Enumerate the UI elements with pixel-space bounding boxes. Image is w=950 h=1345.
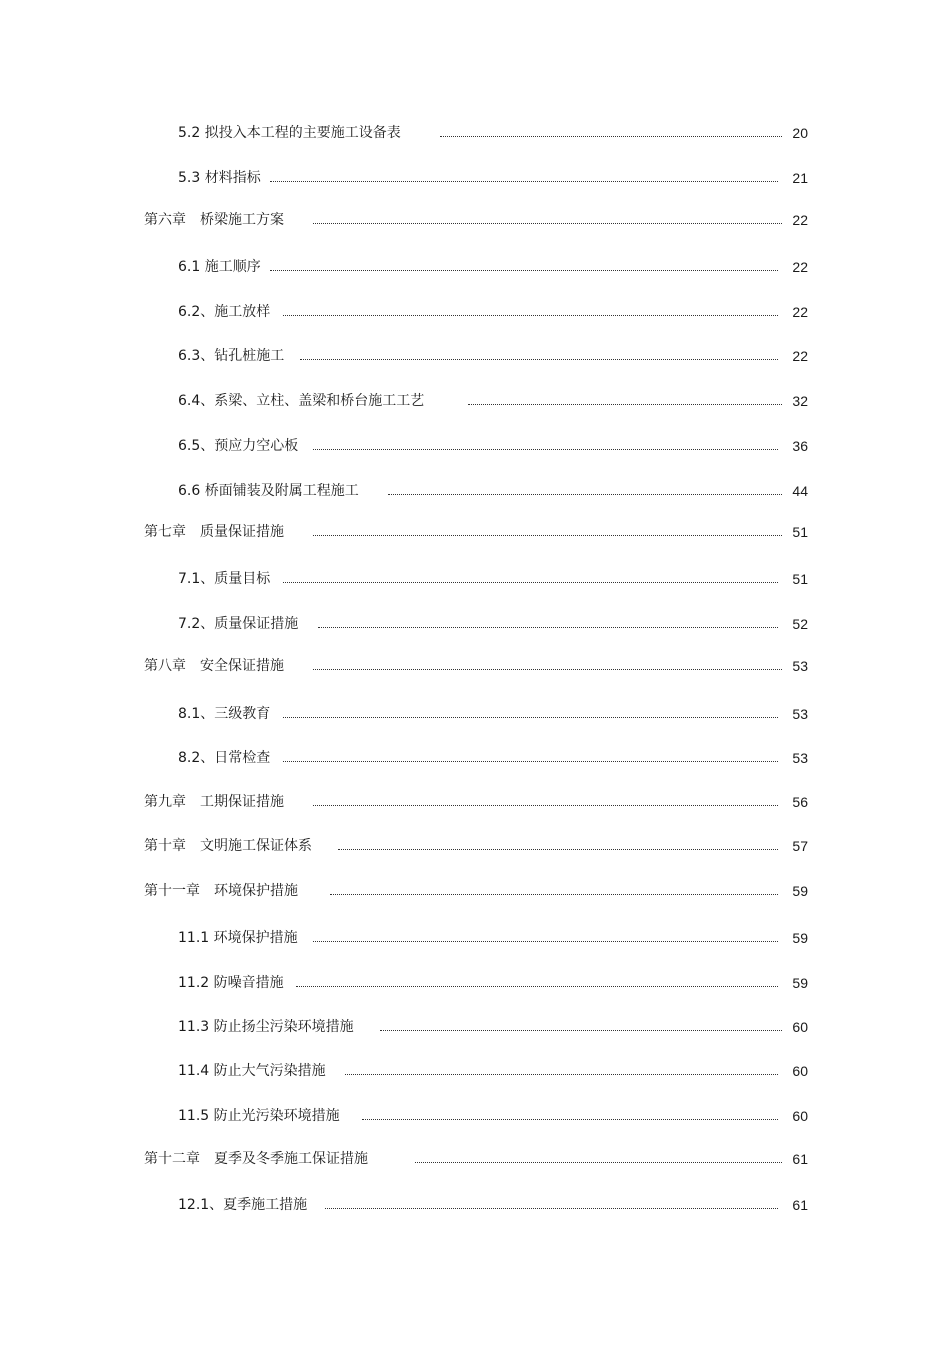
toc-entry[interactable]: [0, 1060, 950, 1082]
toc-entry[interactable]: [0, 613, 950, 635]
toc-page-number: 59: [792, 883, 808, 899]
toc-dot-leader: [440, 136, 782, 137]
toc-entry[interactable]: [0, 301, 950, 323]
toc-entry[interactable]: [0, 480, 950, 502]
toc-entry[interactable]: [0, 703, 950, 725]
toc-entry-label: 11.3 防止扬尘污染环境措施: [178, 1019, 354, 1035]
toc-entry-label: 11.2 防噪音措施: [178, 975, 284, 991]
toc-entry-label: 第十二章 夏季及冬季施工保证措施: [144, 1151, 368, 1167]
toc-page-number: 22: [792, 304, 808, 320]
toc-page-number: 53: [792, 750, 808, 766]
toc-entry-label: 第七章 质量保证措施: [144, 524, 284, 540]
toc-entry-label: 12.1、夏季施工措施: [178, 1197, 308, 1213]
toc-entry-label: 7.1、质量目标: [178, 571, 271, 587]
toc-chapter-entry[interactable]: [0, 521, 950, 543]
toc-entry[interactable]: [0, 747, 950, 769]
toc-entry-label: 5.3 材料指标: [178, 170, 261, 186]
toc-page-number: 20: [792, 125, 808, 141]
toc-dot-leader: [388, 494, 782, 495]
toc-dot-leader: [362, 1119, 778, 1120]
toc-entry-label: 6.3、钻孔桩施工: [178, 348, 285, 364]
toc-entry-label: 6.5、预应力空心板: [178, 438, 299, 454]
toc-dot-leader: [313, 941, 778, 942]
toc-page-number: 22: [792, 212, 808, 228]
toc-entry[interactable]: [0, 1194, 950, 1216]
toc-chapter-entry[interactable]: [0, 880, 950, 902]
toc-page-number: 60: [792, 1019, 808, 1035]
toc-dot-leader: [415, 1162, 782, 1163]
toc-dot-leader: [283, 717, 778, 718]
toc-page-number: 53: [792, 658, 808, 674]
toc-entry-label: 5.2 拟投入本工程的主要施工设备表: [178, 125, 401, 141]
toc-dot-leader: [313, 805, 778, 806]
toc-entry-label: 11.5 防止光污染环境措施: [178, 1108, 340, 1124]
toc-entry-label: 11.4 防止大气污染措施: [178, 1063, 326, 1079]
toc-page-number: 22: [792, 348, 808, 364]
toc-page-number: 61: [792, 1151, 808, 1167]
toc-entry-label: 6.2、施工放样: [178, 304, 271, 320]
toc-dot-leader: [270, 181, 778, 182]
toc-dot-leader: [283, 315, 778, 316]
toc-page-number: 36: [792, 438, 808, 454]
toc-entry-label: 第十一章 环境保护措施: [144, 883, 298, 899]
toc-page-number: 51: [792, 524, 808, 540]
toc-entry-label: 11.1 环境保护措施: [178, 930, 298, 946]
toc-entry-label: 8.1、三级教育: [178, 706, 271, 722]
toc-entry[interactable]: [0, 1105, 950, 1127]
toc-entry-label: 第八章 安全保证措施: [144, 658, 284, 674]
toc-page-number: 21: [792, 170, 808, 186]
toc-dot-leader: [283, 761, 778, 762]
toc-entry-label: 第六章 桥梁施工方案: [144, 212, 284, 228]
toc-entry[interactable]: [0, 568, 950, 590]
toc-dot-leader: [313, 223, 782, 224]
toc-entry[interactable]: [0, 256, 950, 278]
toc-page-number: 51: [792, 571, 808, 587]
toc-dot-leader: [468, 404, 782, 405]
toc-chapter-entry[interactable]: [0, 655, 950, 677]
toc-dot-leader: [313, 535, 782, 536]
toc-page-number: 53: [792, 706, 808, 722]
toc-dot-leader: [313, 449, 778, 450]
toc-entry-label: 第十章 文明施工保证体系: [144, 838, 312, 854]
toc-page-number: 22: [792, 259, 808, 275]
toc-entry[interactable]: [0, 122, 950, 144]
toc-dot-leader: [296, 986, 778, 987]
toc-dot-leader: [300, 359, 778, 360]
toc-dot-leader: [345, 1074, 778, 1075]
toc-page-number: 56: [792, 794, 808, 810]
toc-dot-leader: [338, 849, 778, 850]
toc-entry-label: 6.1 施工顺序: [178, 259, 261, 275]
toc-page-number: 60: [792, 1063, 808, 1079]
toc-dot-leader: [270, 270, 778, 271]
toc-entry[interactable]: [0, 972, 950, 994]
toc-page-number: 59: [792, 930, 808, 946]
toc-chapter-entry[interactable]: [0, 835, 950, 857]
toc-chapter-entry[interactable]: [0, 791, 950, 813]
toc-page-number: 59: [792, 975, 808, 991]
toc-dot-leader: [380, 1030, 782, 1031]
toc-page-number: 61: [792, 1197, 808, 1213]
toc-dot-leader: [318, 627, 778, 628]
toc-entry[interactable]: [0, 167, 950, 189]
toc-page-number: 44: [792, 483, 808, 499]
toc-dot-leader: [330, 894, 778, 895]
toc-chapter-entry[interactable]: [0, 209, 950, 231]
toc-entry-label: 7.2、质量保证措施: [178, 616, 299, 632]
toc-dot-leader: [283, 582, 778, 583]
toc-entry-label: 6.4、系梁、立柱、盖梁和桥台施工工艺: [178, 393, 425, 409]
toc-entry[interactable]: [0, 1016, 950, 1038]
toc-entry-label: 6.6 桥面铺装及附属工程施工: [178, 483, 359, 499]
toc-dot-leader: [313, 669, 782, 670]
toc-entry-label: 8.2、日常检查: [178, 750, 271, 766]
toc-page-number: 60: [792, 1108, 808, 1124]
toc-dot-leader: [325, 1208, 778, 1209]
toc-entry[interactable]: [0, 390, 950, 412]
toc-entry[interactable]: [0, 435, 950, 457]
toc-entry[interactable]: [0, 927, 950, 949]
toc-page-number: 32: [792, 393, 808, 409]
toc-entry[interactable]: [0, 345, 950, 367]
toc-chapter-entry[interactable]: [0, 1148, 950, 1170]
toc-page-number: 57: [792, 838, 808, 854]
toc-page-number: 52: [792, 616, 808, 632]
toc-entry-label: 第九章 工期保证措施: [144, 794, 284, 810]
